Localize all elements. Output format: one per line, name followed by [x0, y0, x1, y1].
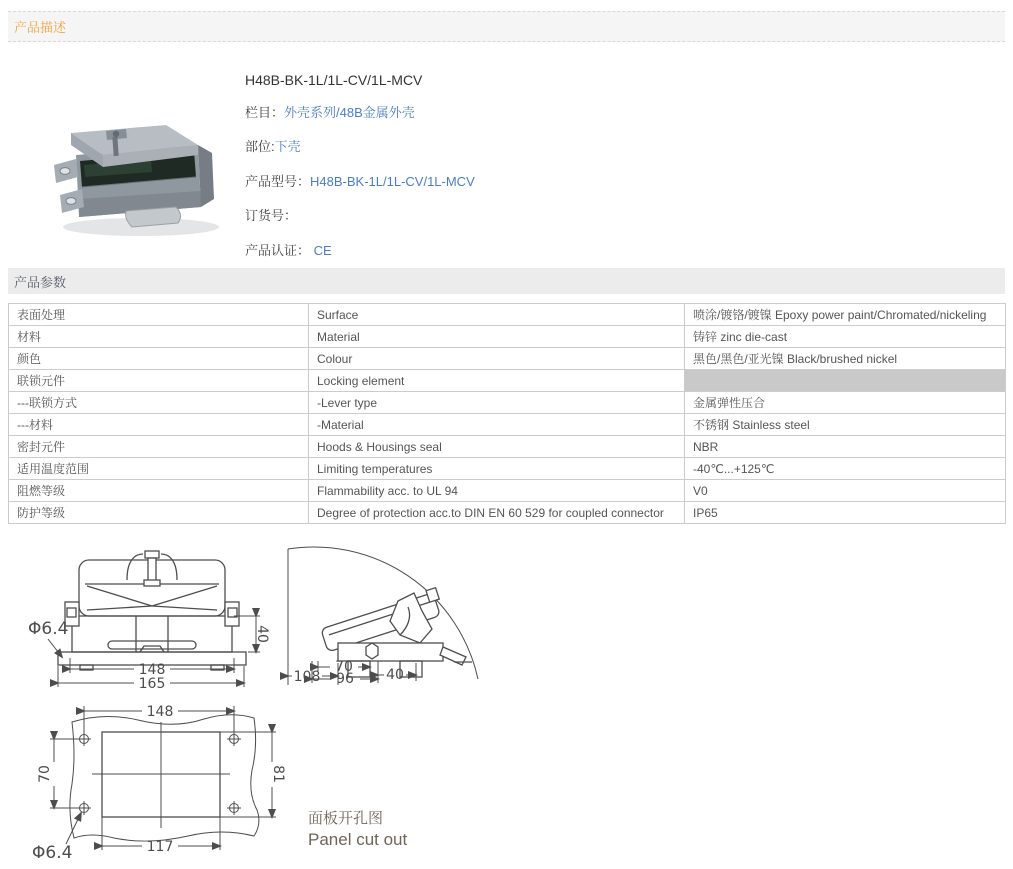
param-en: Colour — [309, 348, 685, 370]
table-row — [9, 480, 1006, 502]
dimension-label: 148 — [146, 704, 174, 720]
table-row — [9, 348, 1006, 370]
param-cn: ---材料 — [9, 414, 309, 436]
param-value: 黑色/黑色/亚光镍 Black/brushed nickel — [685, 348, 1006, 370]
panel-cutout-caption — [308, 810, 407, 850]
product-title: H48B-BK-1L/1L-CV/1L-MCV — [245, 72, 423, 88]
param-value: V0 — [685, 480, 1006, 502]
param-en: Degree of protection acc.to DIN EN 60 529 for coupled connector — [309, 502, 685, 524]
param-cn: ---联锁方式 — [9, 392, 309, 414]
param-en: Surface — [309, 304, 685, 326]
front-view-drawing — [22, 546, 274, 699]
panel-cutout-drawing — [26, 698, 318, 869]
param-value-shaded — [685, 370, 1006, 392]
table-row — [9, 458, 1006, 480]
table-row — [9, 436, 1006, 458]
param-value: IP65 — [685, 502, 1006, 524]
param-value: NBR — [685, 436, 1006, 458]
dimension-label: Φ6.4 — [32, 843, 73, 863]
table-row — [9, 326, 1006, 348]
product-field-category — [245, 102, 415, 121]
table-row — [9, 370, 1006, 392]
model-link[interactable]: H48B-BK-1L/1L-CV/1L-MCV — [310, 174, 475, 189]
table-row — [9, 502, 1006, 524]
param-value: 喷涂/镀铬/镀镍 Epoxy power paint/Chromated/nickeling — [685, 304, 1006, 326]
section-header-description — [8, 11, 1005, 42]
product-field-order-number — [245, 205, 297, 224]
param-value: 不锈钢 Stainless steel — [685, 414, 1006, 436]
product-photo — [46, 103, 241, 248]
param-cn: 密封元件 — [9, 436, 309, 458]
model-label: 产品型号： — [245, 174, 311, 189]
param-en: -Lever type — [309, 392, 685, 414]
product-details — [245, 72, 965, 258]
category-label: 栏目： — [245, 105, 285, 120]
caption-english: Panel cut out — [308, 829, 408, 849]
cert-link[interactable]: CE — [313, 243, 332, 258]
caption-chinese: 面板开孔图 — [308, 810, 384, 827]
product-field-part — [245, 136, 301, 155]
param-en: Material — [309, 326, 685, 348]
product-field-certification — [245, 240, 332, 259]
dimension-label: 70 — [37, 765, 53, 783]
connector-housing-image — [46, 103, 241, 243]
part-link[interactable]: 下壳 — [274, 139, 301, 154]
dimension-label: 40 — [254, 625, 270, 643]
table-row — [9, 392, 1006, 414]
table-row — [9, 304, 1006, 326]
parameters-table — [8, 303, 1006, 524]
section-parameters-title: 产品参数 — [14, 274, 67, 290]
param-cn: 颜色 — [9, 348, 309, 370]
param-value: 金属弹性压合 — [685, 392, 1006, 414]
param-value: -40℃...+125℃ — [685, 458, 1006, 480]
param-cn: 防护等级 — [9, 502, 309, 524]
dimension-label: Φ6.4 — [28, 619, 69, 639]
cert-label: 产品认证： — [245, 243, 311, 258]
param-en: Flammability acc. to UL 94 — [309, 480, 685, 502]
dimension-label: 40 — [386, 667, 404, 683]
dimension-label: 70 — [335, 659, 353, 675]
param-en: Locking element — [309, 370, 685, 392]
param-value: 铸锌 zinc die-cast — [685, 326, 1006, 348]
param-en: -Material — [309, 414, 685, 436]
section-header-parameters — [8, 268, 1005, 294]
part-label: 部位: — [245, 139, 275, 154]
param-cn: 联锁元件 — [9, 370, 309, 392]
dimension-label: 117 — [146, 839, 174, 855]
product-field-model — [245, 171, 475, 190]
side-view-drawing — [250, 543, 482, 700]
dimension-label: 148 — [138, 662, 166, 678]
param-cn: 材料 — [9, 326, 309, 348]
table-row — [9, 414, 1006, 436]
param-en: Limiting temperatures — [309, 458, 685, 480]
order-label: 订货号： — [245, 208, 298, 223]
param-cn: 适用温度范围 — [9, 458, 309, 480]
dimension-label: 96 — [336, 671, 354, 687]
dimension-label: 108 — [293, 669, 321, 685]
param-cn: 阻燃等级 — [9, 480, 309, 502]
section-description-title: 产品描述 — [14, 20, 67, 35]
dimension-label: 165 — [138, 676, 166, 692]
category-link[interactable]: 外壳系列/48B金属外壳 — [284, 105, 415, 120]
param-cn: 表面处理 — [9, 304, 309, 326]
dimension-label: 81 — [270, 765, 286, 783]
param-en: Hoods & Housings seal — [309, 436, 685, 458]
